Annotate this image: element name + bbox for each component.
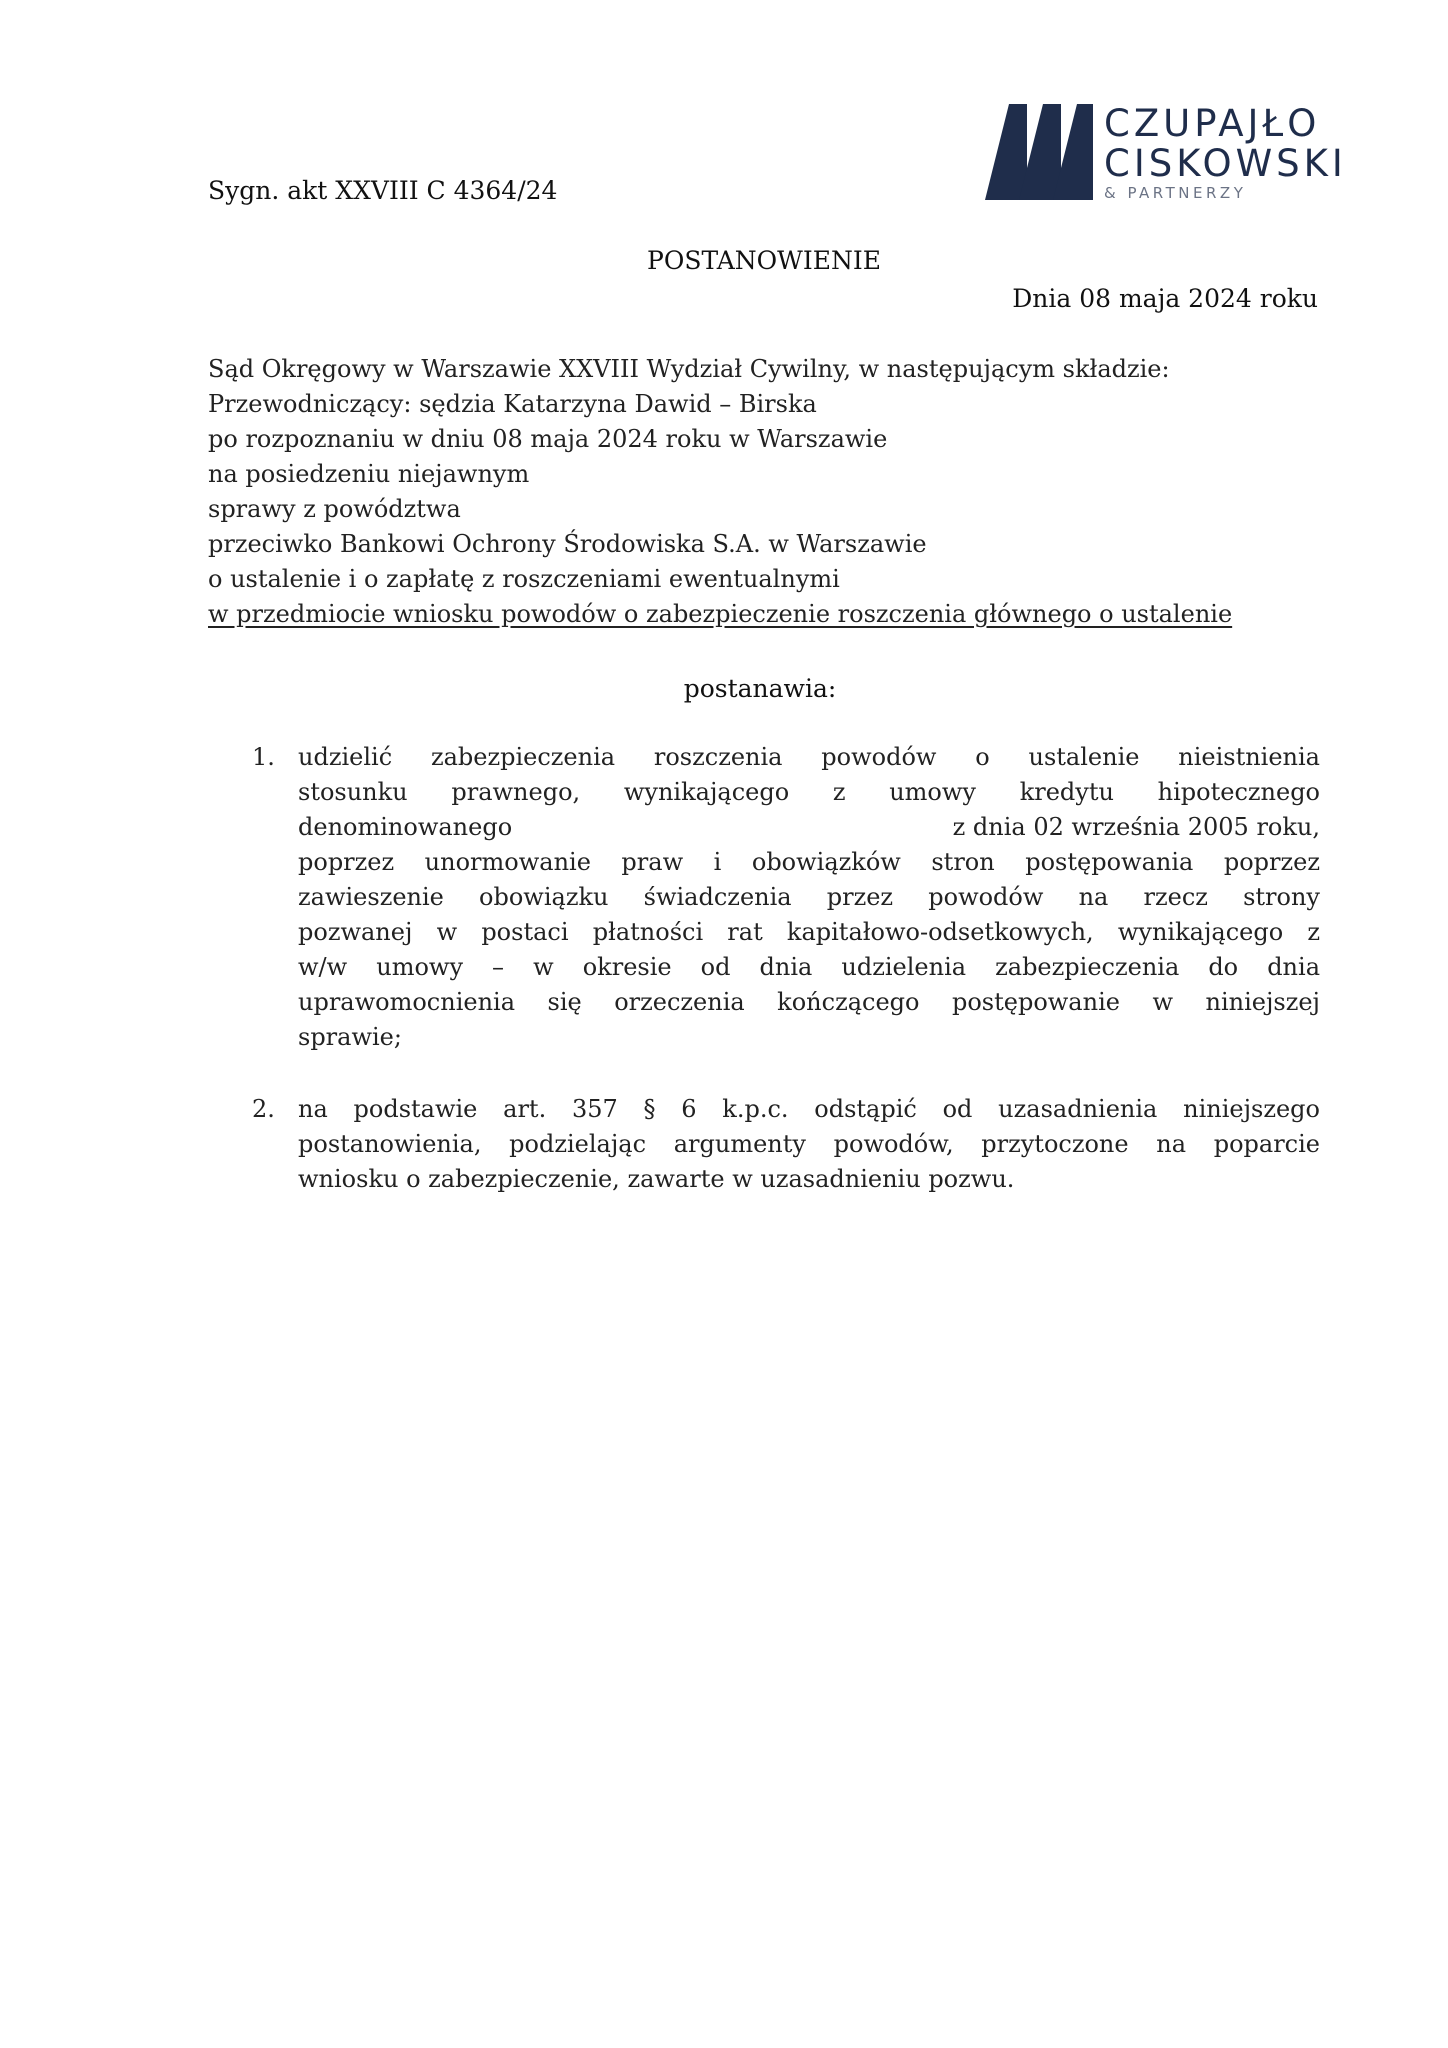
item-line: postanowienia, podzielając argumenty powodów, przytoczone na poparcie: [298, 1130, 1320, 1158]
intro-chair: Przewodniczący: sędzia Katarzyna Dawid – Birska: [208, 390, 817, 418]
item-body: [298, 740, 1320, 1055]
item-number: 1.: [252, 743, 275, 771]
logo-line-3: & PARTNERZY: [1104, 184, 1247, 202]
case-intro: [208, 352, 1320, 632]
law-firm-logo: [985, 104, 1385, 204]
item-line: w/w umowy – w okresie od dnia udzielenia zabezpieczenia do dnia: [298, 953, 1320, 981]
item-line: stosunku prawnego, wynikającego z umowy kredytu hipotecznego: [298, 778, 1320, 806]
document-date: Dnia 08 maja 2024 roku: [1012, 284, 1318, 313]
item-line: pozwanej w postaci płatności rat kapitałowo-odsetkowych, wynikającego z: [298, 918, 1320, 946]
logo-line-1: CZUPAJŁO: [1104, 102, 1321, 145]
item-line: poprzez unormowanie praw i obowiązków stron postępowania poprzez: [298, 848, 1320, 876]
item-line: uprawomocnienia się orzeczenia kończącego postępowanie w niniejszej: [298, 988, 1320, 1016]
item-line: zawieszenie obowiązku świadczenia przez powodów na rzecz strony: [298, 883, 1320, 911]
item-line: wniosku o zabezpieczenie, zawarte w uzasadnieniu pozwu.: [298, 1165, 1015, 1193]
logo-line-2: CISKOWSKI: [1104, 142, 1347, 185]
logo-wordmark: [1104, 104, 1347, 202]
item-line-right: z dnia 02 września 2005 roku,: [952, 813, 1320, 841]
decision-item-2: [252, 1092, 1320, 1202]
item-line-split: [298, 810, 1320, 845]
intro-defendant: przeciwko Bankowi Ochrony Środowiska S.A. w Warszawie: [208, 530, 927, 558]
item-line: sprawie;: [298, 1023, 402, 1051]
intro-court: Sąd Okręgowy w Warszawie XXVIII Wydział Cywilny, w następującym składzie:: [208, 355, 1170, 383]
logo-mark-icon: [985, 104, 1095, 200]
intro-session: na posiedzeniu niejawnym: [208, 460, 530, 488]
decision-heading: postanawia:: [683, 674, 837, 703]
item-line-left: denominowanego: [298, 813, 513, 841]
item-body: [298, 1092, 1320, 1197]
decision-item-1: [252, 740, 1320, 1060]
case-number: Sygn. akt XXVIII C 4364/24: [208, 176, 558, 205]
intro-subject: o ustalenie i o zapłatę z roszczeniami ewentualnymi: [208, 565, 840, 593]
item-number: 2.: [252, 1095, 275, 1123]
intro-claim: sprawy z powództwa: [208, 495, 461, 523]
document-title: POSTANOWIENIE: [647, 246, 881, 275]
item-line: udzielić zabezpieczenia roszczenia powodów o ustalenie nieistnienia: [298, 743, 1320, 771]
intro-motion: w przedmiocie wniosku powodów o zabezpieczenie roszczenia głównego o ustalenie: [208, 600, 1233, 628]
item-line: na podstawie art. 357 § 6 k.p.c. odstąpić od uzasadnienia niniejszego: [298, 1095, 1320, 1123]
intro-hearing: po rozpoznaniu w dniu 08 maja 2024 roku w Warszawie: [208, 425, 888, 453]
